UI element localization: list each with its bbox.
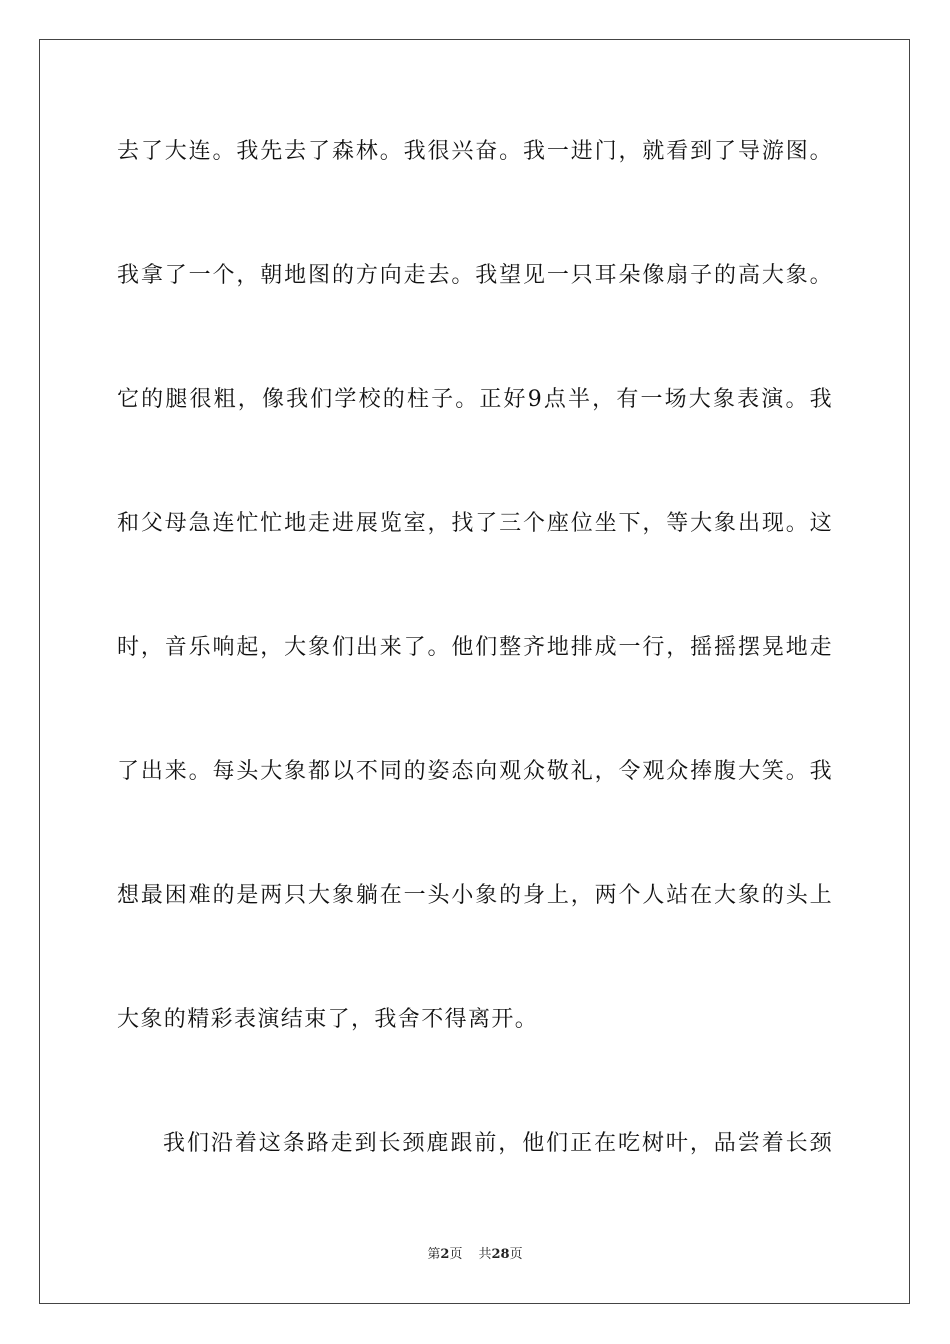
total-suffix: 页 bbox=[509, 1247, 523, 1262]
text-line-7: 想最困难的是两只大象躺在一头小象的身上，两个人站在大象的头上 bbox=[117, 883, 833, 908]
total-pages: 28 bbox=[491, 1247, 510, 1262]
paragraph-start-line: 我们沿着这条路走到长颈鹿跟前，他们正在吃树叶，品尝着长颈 bbox=[163, 1131, 833, 1156]
page-prefix: 第 bbox=[427, 1247, 441, 1262]
text-line-5: 时，音乐响起，大象们出来了。他们整齐地排成一行，摇摇摆晃地走 bbox=[117, 635, 833, 660]
text-line-4: 和父母急连忙忙地走进展览室，找了三个座位坐下，等大象出现。这 bbox=[117, 511, 833, 536]
page-frame bbox=[39, 39, 910, 1304]
total-prefix: 共 bbox=[478, 1247, 492, 1262]
text-line-1: 去了大连。我先去了森林。我很兴奋。我一进门，就看到了导游图。 bbox=[117, 139, 833, 164]
page-footer bbox=[0, 1246, 950, 1264]
page-suffix: 页 bbox=[449, 1247, 463, 1262]
page-number: 2 bbox=[440, 1247, 450, 1262]
text-line-8: 大象的精彩表演结束了，我舍不得离开。 bbox=[117, 1007, 539, 1032]
text-line-6: 了出来。每头大象都以不同的姿态向观众敬礼，令观众捧腹大笑。我 bbox=[117, 759, 833, 784]
text-line-3: 它的腿很粗，像我们学校的柱子。正好9点半，有一场大象表演。我 bbox=[117, 387, 833, 412]
text-line-2: 我拿了一个，朝地图的方向走去。我望见一只耳朵像扇子的高大象。 bbox=[117, 263, 833, 288]
